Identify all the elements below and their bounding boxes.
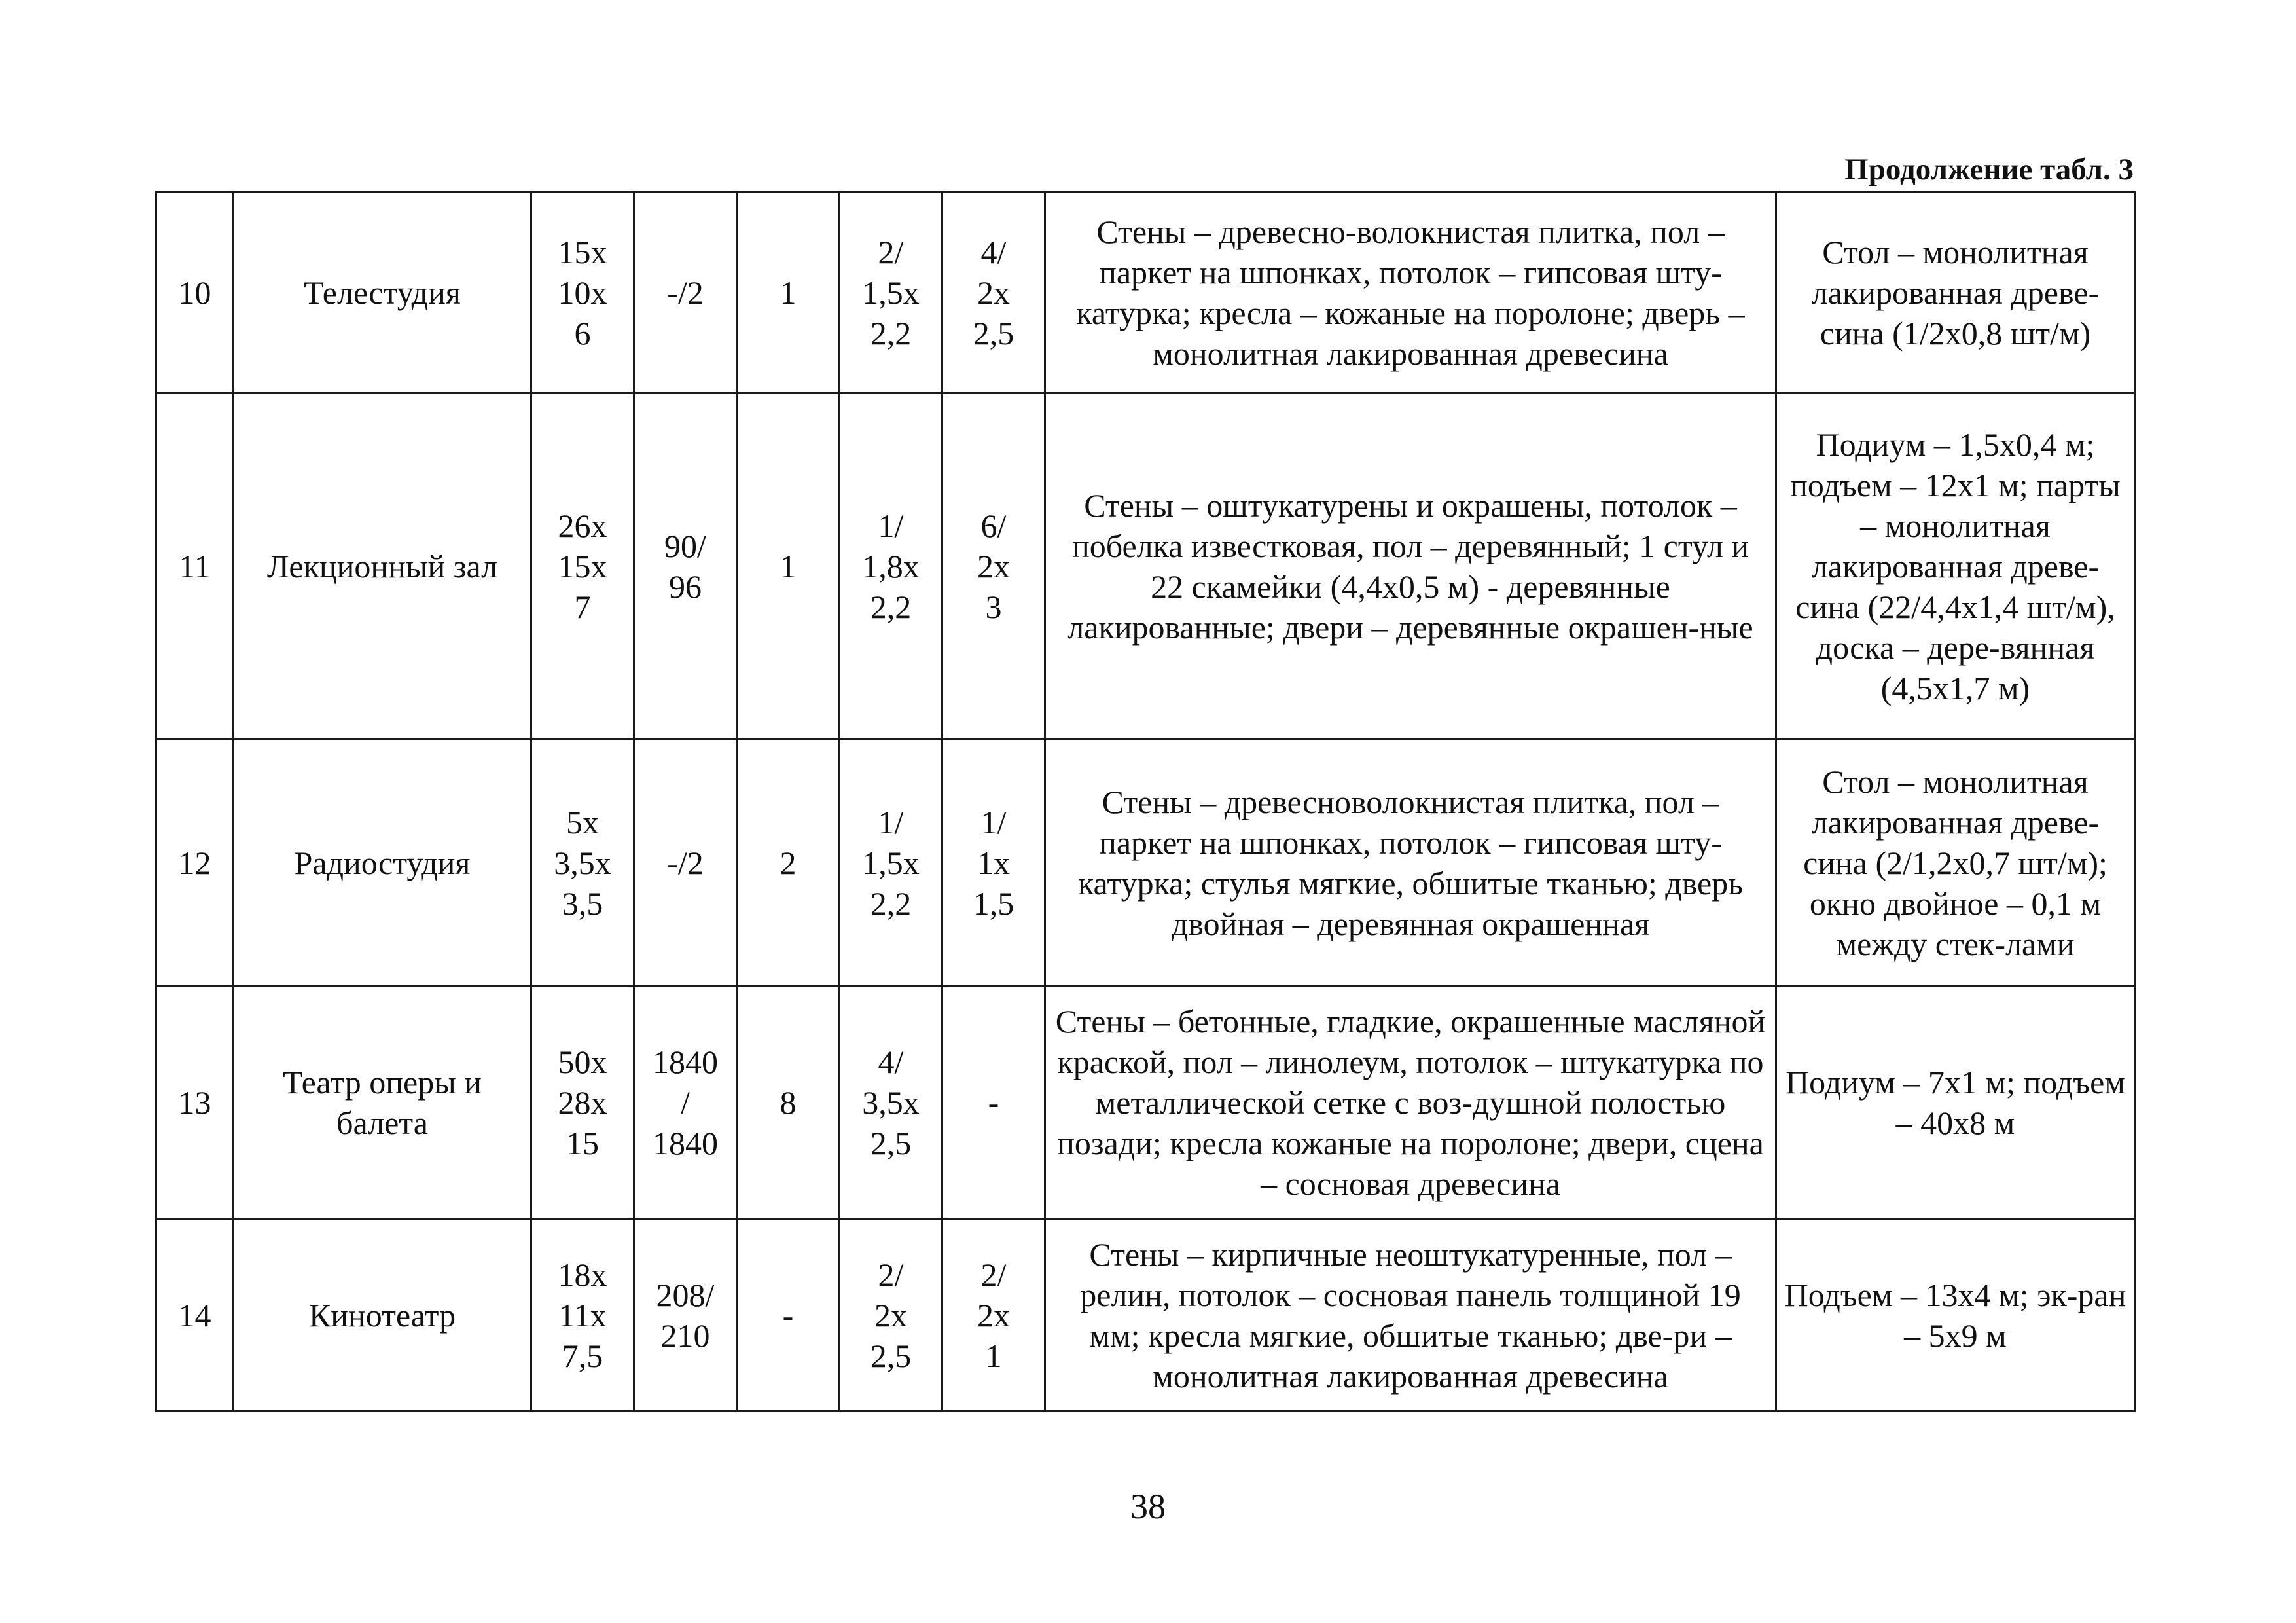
seats-cell <box>634 393 737 739</box>
table-row <box>156 739 2135 987</box>
dimensions-cell <box>531 987 634 1219</box>
doors-line: 1/ <box>878 803 904 841</box>
windows-line: 2х <box>977 1296 1010 1334</box>
equipment-text: Подиум – 7х1 м; подъем – 40х8 м <box>1785 1064 2125 1141</box>
equipment-cell <box>1776 1219 2135 1412</box>
windows-cell <box>942 739 1045 987</box>
table-caption: Продолжение табл. 3 <box>1844 153 2134 187</box>
doors-cell <box>840 393 942 739</box>
doors-line: 2/ <box>878 234 904 270</box>
seats-cell <box>634 987 737 1219</box>
dimensions-cell <box>531 192 634 393</box>
dimension-line: 7,5 <box>562 1337 603 1374</box>
equipment-text: Стол – монолитная лакированная древе-сина (1/2х0,8 шт/м) <box>1811 234 2100 352</box>
dimension-line: 3,5х <box>554 844 611 881</box>
dimension-line: 26х <box>558 507 607 544</box>
row-number-cell: 10 <box>156 192 234 393</box>
room-name-cell: Лекционный зал <box>234 393 531 739</box>
doors-line: 2,5 <box>870 1337 912 1374</box>
count-cell: - <box>737 1219 840 1412</box>
materials-text: Стены – оштукатурены и окрашены, потолок – побелка известковая, пол – деревянный; 1 стул и 22 скамейки (4,4х0,5 м) - деревянные лакированные; двери – деревянные окрашен-ные <box>1067 486 1753 646</box>
materials-text: Стены – древесно-волокнистая плитка, пол – паркет на шпонках, потолок – гипсовая шту-катурка; кресла – кожаные на поролоне; дверь – монолитная лакированная древесина <box>1076 213 1745 372</box>
room-name-cell: Радиостудия <box>234 739 531 987</box>
materials-cell <box>1045 1219 1776 1412</box>
row-number-cell: 12 <box>156 739 234 987</box>
count-cell: 1 <box>737 192 840 393</box>
row-number-cell: 11 <box>156 393 234 739</box>
materials-text: Стены – бетонные, гладкие, окрашенные масляной краской, пол – линолеум, потолок – штукатурка по металлической сетке с воз-душной полостью позади; кресла кожаные на поролоне; двери, сцена – сосновая древесина <box>1055 1003 1766 1202</box>
doors-cell <box>840 739 942 987</box>
doors-line: 2х <box>874 1296 907 1334</box>
seats-line: -/2 <box>667 274 704 311</box>
table-row <box>156 1219 2135 1412</box>
dimension-line: 18х <box>558 1256 607 1293</box>
seats-line: 90/ <box>664 527 706 564</box>
seats-cell <box>634 192 737 393</box>
dimension-line: 7 <box>574 588 591 625</box>
doors-line: 2,2 <box>870 588 912 625</box>
doors-line: 1/ <box>878 507 904 544</box>
windows-line: 1/ <box>980 803 1007 841</box>
doors-line: 1,5х <box>862 844 920 881</box>
doors-line: 3,5х <box>862 1084 920 1121</box>
seats-cell <box>634 1219 737 1412</box>
seats-line: 210 <box>660 1317 710 1354</box>
doors-cell <box>840 1219 942 1412</box>
windows-cell <box>942 1219 1045 1412</box>
seats-cell <box>634 739 737 987</box>
room-name-cell: Телестудия <box>234 192 531 393</box>
doors-line: 1,5х <box>862 274 920 311</box>
doors-line: 2,2 <box>870 884 912 922</box>
materials-cell <box>1045 987 1776 1219</box>
equipment-cell <box>1776 739 2135 987</box>
dimension-line: 5х <box>566 803 599 841</box>
materials-text: Стены – древесноволокнистая плитка, пол – паркет на шпонках, потолок – гипсовая шту-катурка; стулья мягкие, обшитые тканью; дверь двойная – деревянная окрашенная <box>1077 783 1744 942</box>
materials-cell <box>1045 739 1776 987</box>
dimension-line: 11х <box>558 1296 607 1334</box>
dimension-line: 15 <box>566 1125 599 1161</box>
equipment-cell <box>1776 192 2135 393</box>
equipment-text: Стол – монолитная лакированная древе-сина (2/1,2х0,7 шт/м); окно двойное – 0,1 м между стек-лами <box>1803 763 2108 962</box>
equipment-cell <box>1776 393 2135 739</box>
room-name-cell: Кинотеатр <box>234 1219 531 1412</box>
materials-cell <box>1045 393 1776 739</box>
windows-line: 2/ <box>980 1256 1007 1293</box>
dimension-line: 6 <box>574 315 591 352</box>
equipment-cell <box>1776 987 2135 1219</box>
room-name-cell: Театр оперы и балета <box>234 987 531 1219</box>
windows-line: 1,5 <box>973 884 1014 922</box>
equipment-text: Подиум – 1,5х0,4 м; подъем – 12х1 м; парты – монолитная лакированная древе-сина (22/4,4х1,4 шт/м), доска – дере-вянная (4,5х1,7 м) <box>1790 426 2121 706</box>
equipment-text: Подъем – 13х4 м; эк-ран – 5х9 м <box>1784 1276 2126 1354</box>
windows-line: 1 <box>985 1337 1002 1374</box>
windows-line: - <box>988 1084 999 1121</box>
dimension-line: 3,5 <box>562 884 603 922</box>
seats-line: / <box>681 1084 690 1121</box>
seats-line: 96 <box>669 568 702 605</box>
dimension-line: 10х <box>558 274 607 311</box>
dimension-line: 15х <box>558 547 607 585</box>
windows-line: 4/ <box>980 234 1007 270</box>
doors-line: 4/ <box>878 1044 904 1080</box>
doors-cell <box>840 987 942 1219</box>
data-table <box>155 191 2136 1412</box>
dimension-line: 15х <box>558 234 607 270</box>
windows-line: 1х <box>977 844 1010 881</box>
count-cell: 8 <box>737 987 840 1219</box>
count-cell: 2 <box>737 739 840 987</box>
table-row <box>156 192 2135 393</box>
dimensions-cell <box>531 393 634 739</box>
windows-cell <box>942 987 1045 1219</box>
windows-line: 2,5 <box>973 315 1014 352</box>
dimensions-cell <box>531 1219 634 1412</box>
windows-line: 6/ <box>980 507 1007 544</box>
windows-line: 3 <box>985 588 1002 625</box>
row-number-cell: 14 <box>156 1219 234 1412</box>
dimension-line: 28х <box>558 1084 607 1121</box>
materials-text: Стены – кирпичные неоштукатуренные, пол – релин, потолок – сосновая панель толщиной 19 мм; кресла мягкие, обшитые тканью; две-ри – монолитная лакированная древесина <box>1080 1235 1741 1395</box>
table-row <box>156 393 2135 739</box>
dimension-line: 50х <box>558 1044 607 1080</box>
windows-cell <box>942 393 1045 739</box>
doors-line: 2/ <box>878 1256 904 1293</box>
seats-line: -/2 <box>667 844 704 881</box>
seats-line: 208/ <box>656 1276 715 1313</box>
dimensions-cell <box>531 739 634 987</box>
windows-line: 2х <box>977 547 1010 585</box>
doors-line: 1,8х <box>862 547 920 585</box>
table-row <box>156 987 2135 1219</box>
seats-line: 1840 <box>653 1125 718 1161</box>
windows-cell <box>942 192 1045 393</box>
doors-line: 2,5 <box>870 1125 912 1161</box>
windows-line: 2х <box>977 274 1010 311</box>
page-number: 38 <box>1130 1487 1166 1526</box>
row-number-cell: 13 <box>156 987 234 1219</box>
seats-line: 1840 <box>653 1044 718 1080</box>
materials-cell <box>1045 192 1776 393</box>
doors-cell <box>840 192 942 393</box>
count-cell: 1 <box>737 393 840 739</box>
doors-line: 2,2 <box>870 315 912 352</box>
